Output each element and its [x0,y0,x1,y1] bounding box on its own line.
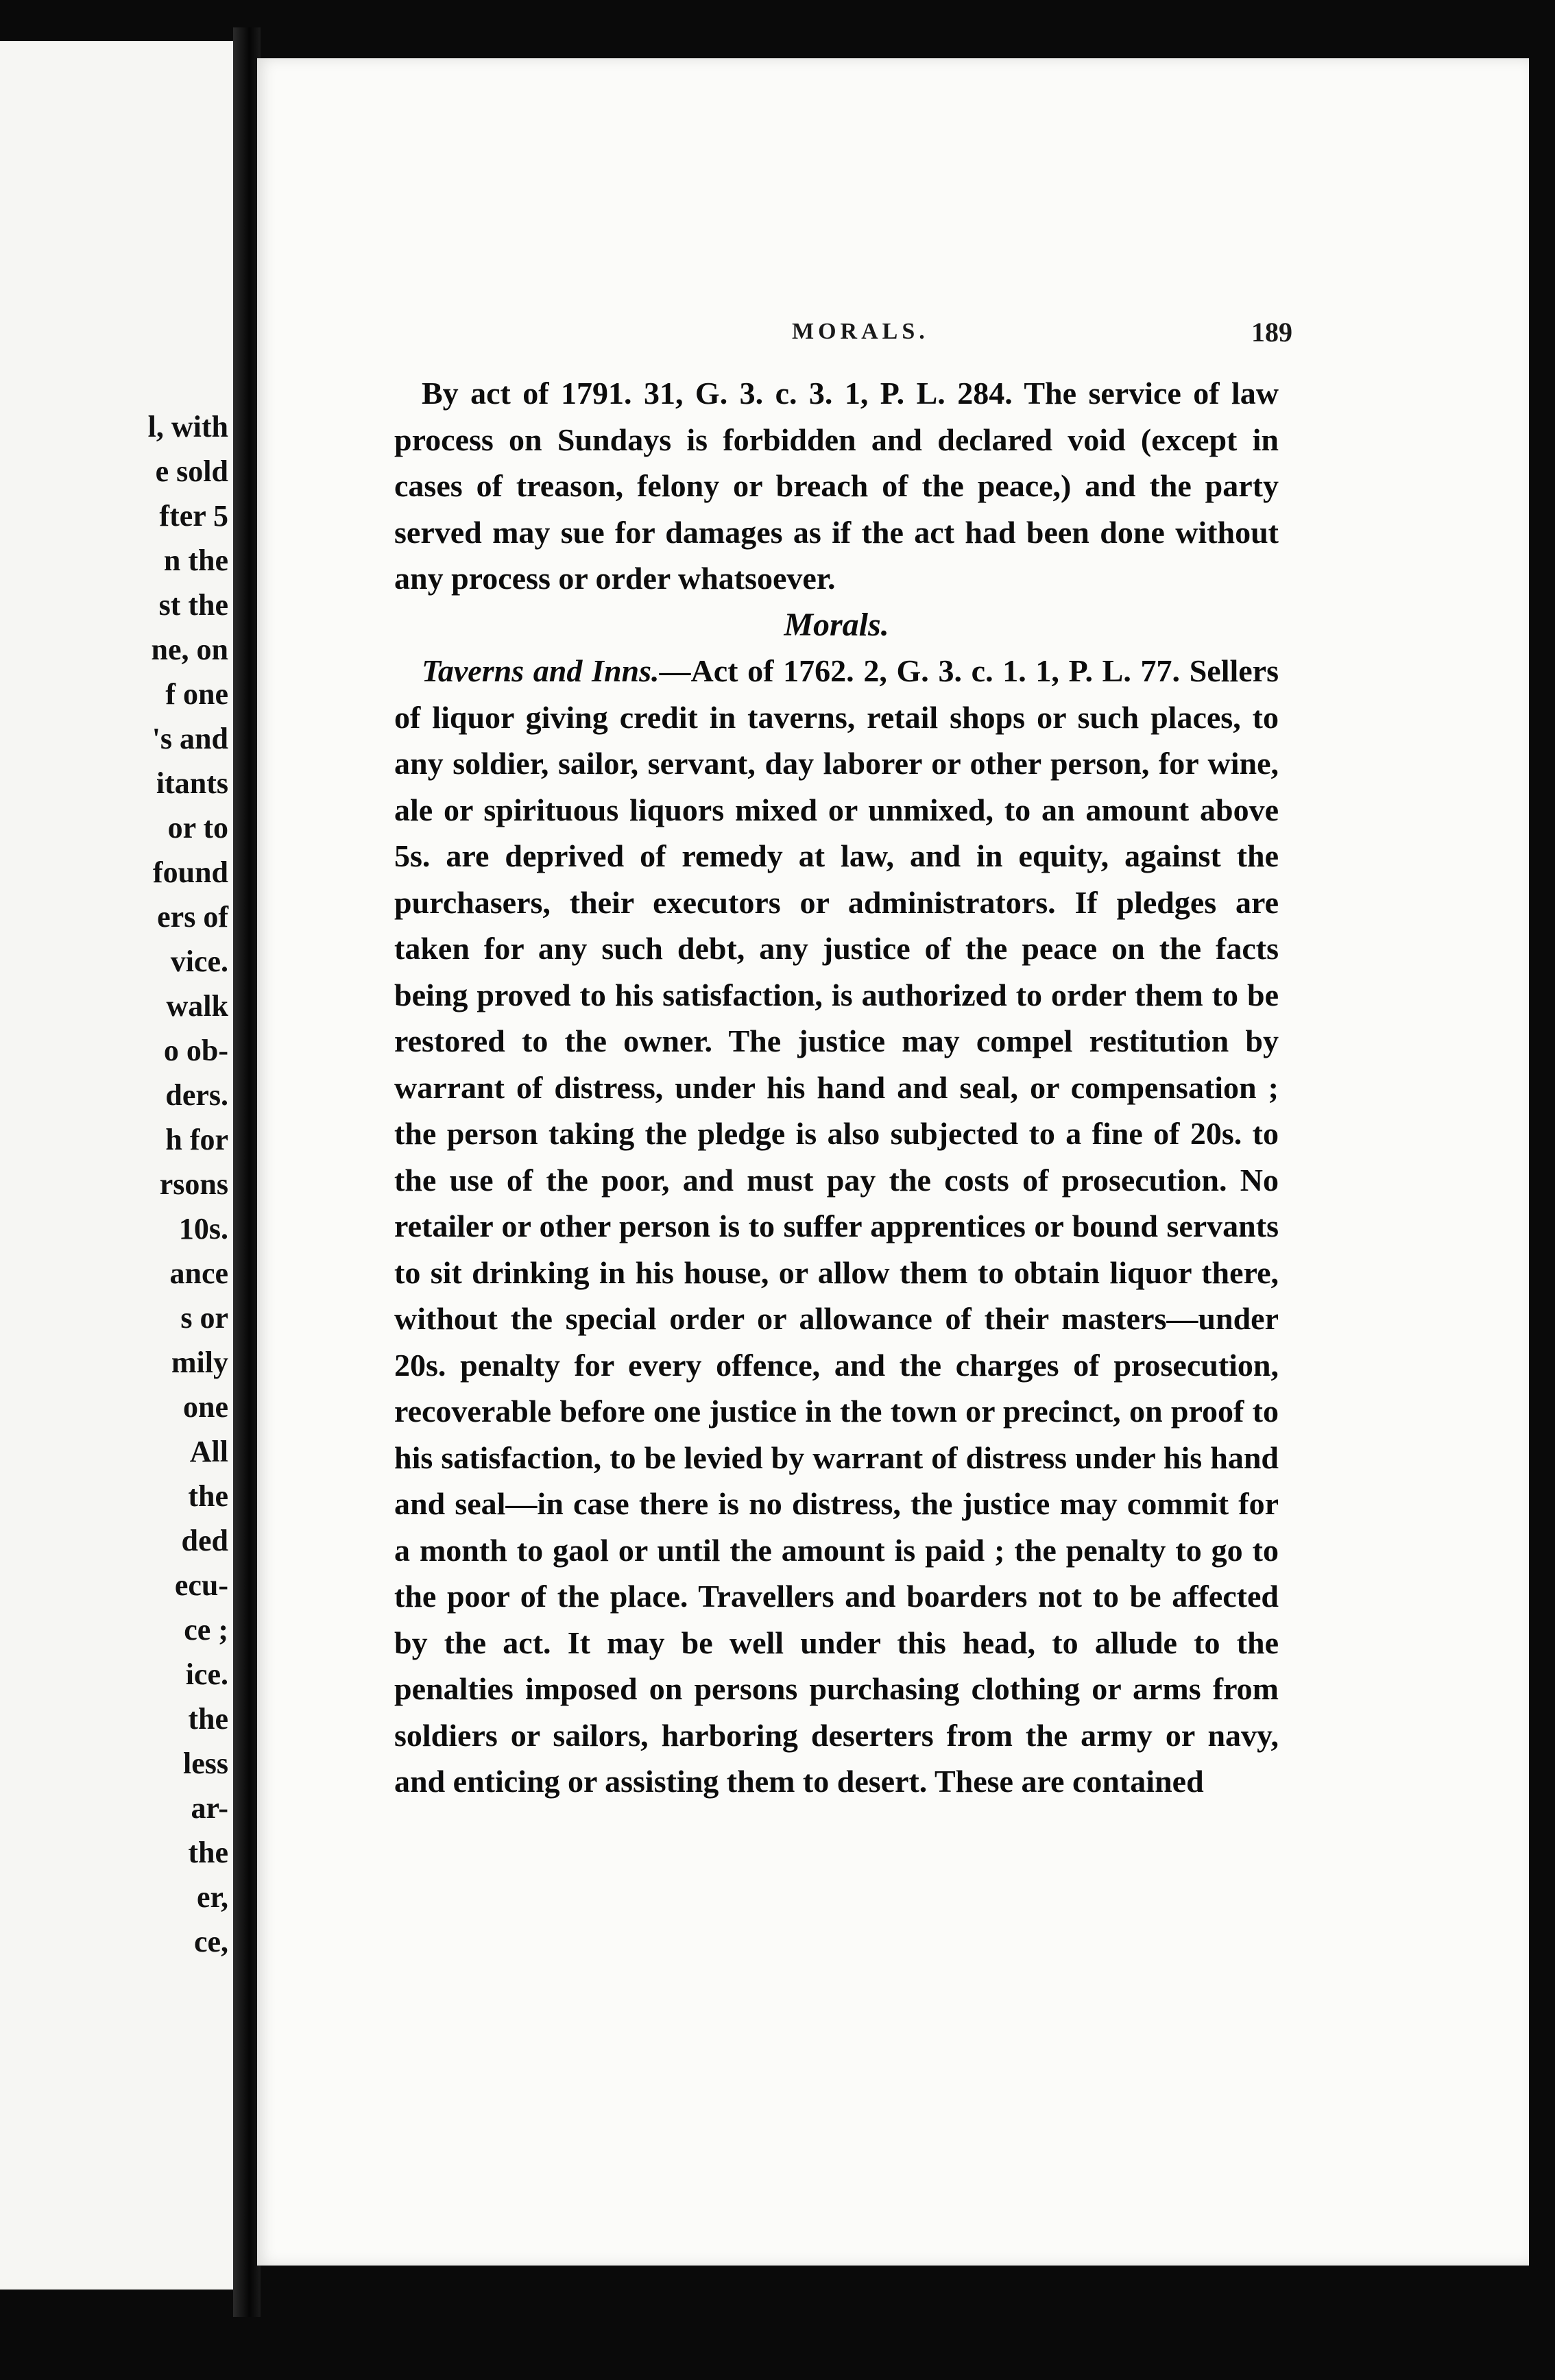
left-page-line: mily [171,1346,228,1379]
left-page-line: the [188,1702,228,1736]
left-page-line: found [152,855,228,889]
page-number: 189 [1251,317,1292,348]
left-page-line: one [183,1390,228,1424]
left-page-line: s or [180,1301,228,1335]
left-page-line: ar- [191,1791,228,1825]
left-page-line: l, with [147,410,228,444]
left-page-line: the [188,1836,228,1869]
left-page-line: h for [165,1123,228,1156]
left-page-line: rsons [159,1167,228,1201]
left-page-line: ders. [165,1078,228,1112]
paragraph-body: —Act of 1762. 2, G. 3. c. 1. 1, P. L. 77. Sellers of liquor giving credit in taverns, retail shops or such places, to any soldier, sailor, servant, day laborer or other person, for wine, ale or spirituous liquors mixed or unmixed, to an amount above 5s. are deprived of remedy at law, and in equity, against the purchasers, their executors or administrators. If pledges are taken for any such debt, any justice of the peace on the facts being proved to his satisfaction, is authorized to order them to be restored to the owner. The justice may compel restitution by warrant of distress, under his hand and seal, or compensation ; the person taking the pledge is also subjected to a fine of 20s. to the use of the poor, and must pay the costs of prosecution. No retailer or other person is to suffer apprentices or bound servants to sit drinking in his house, or allow them to obtain liquor there, without the special order or allowance of their masters—under 20s. penalty for every offence, and the charges of prosecution, recoverable before one justice in the town or precinct, on proof to his satisfaction, to be levied by warrant of distress under his hand and seal—in case there is no distress, the justice may commit for a month to gaol or until the amount is paid ; the penalty to go to the poor of the place. Travellers and boarders not to be affected by the act. It may be well under this head, to allude to the penalties imposed on persons purchasing clothing or arms from soldiers or sailors, harboring deserters from the army or navy, and enticing or assisting them to desert. These are contained [394,653,1279,1799]
left-page-line: f one [165,677,228,711]
left-page-line: All [189,1435,228,1468]
left-page-line: e sold [155,454,228,488]
body-text [394,370,1279,1805]
left-page-line: or to [167,811,228,845]
left-page-text [148,404,228,1964]
paragraph-taverns [394,648,1279,1805]
left-page-line: walk [166,989,228,1023]
book-gutter [233,27,261,2317]
left-page [0,41,237,2290]
left-page-line: st the [158,588,228,622]
right-page [257,58,1529,2266]
left-page-line: ce, [193,1925,228,1958]
running-head [257,319,1529,360]
left-page-line: 10s. [178,1212,228,1246]
left-page-line: itants [156,766,228,800]
left-page-line: ecu- [174,1568,228,1602]
section-heading: Morals. [784,606,889,643]
paragraph-sunday-process: By act of 1791. 31, G. 3. c. 3. 1, P. L. 284. The service of law process on Sundays is forbidden and declared void (except in cases of treason, felony or breach of the peace,) and the party served may sue for damages as if the act had been done without any process or order whatsoever. [394,376,1279,596]
left-page-line: o ob- [163,1034,228,1067]
left-page-line: ne, on [151,633,228,666]
left-page-line: ded [181,1524,228,1557]
left-page-line: ers of [157,900,228,934]
left-page-line: ance [169,1256,228,1290]
left-page-line: vice. [170,945,228,978]
left-page-line: fter 5 [159,499,228,533]
paragraph-lead: Taverns and Inns. [422,653,660,688]
left-page-line: er, [196,1880,228,1914]
left-page-line: ce ; [184,1613,228,1647]
left-page-line: less [183,1747,228,1780]
left-page-line: the [188,1479,228,1513]
running-head-title: MORALS. [792,319,929,344]
left-page-line: n the [163,544,228,577]
left-page-line: 's and [152,722,228,755]
left-page-line: ice. [185,1657,228,1691]
